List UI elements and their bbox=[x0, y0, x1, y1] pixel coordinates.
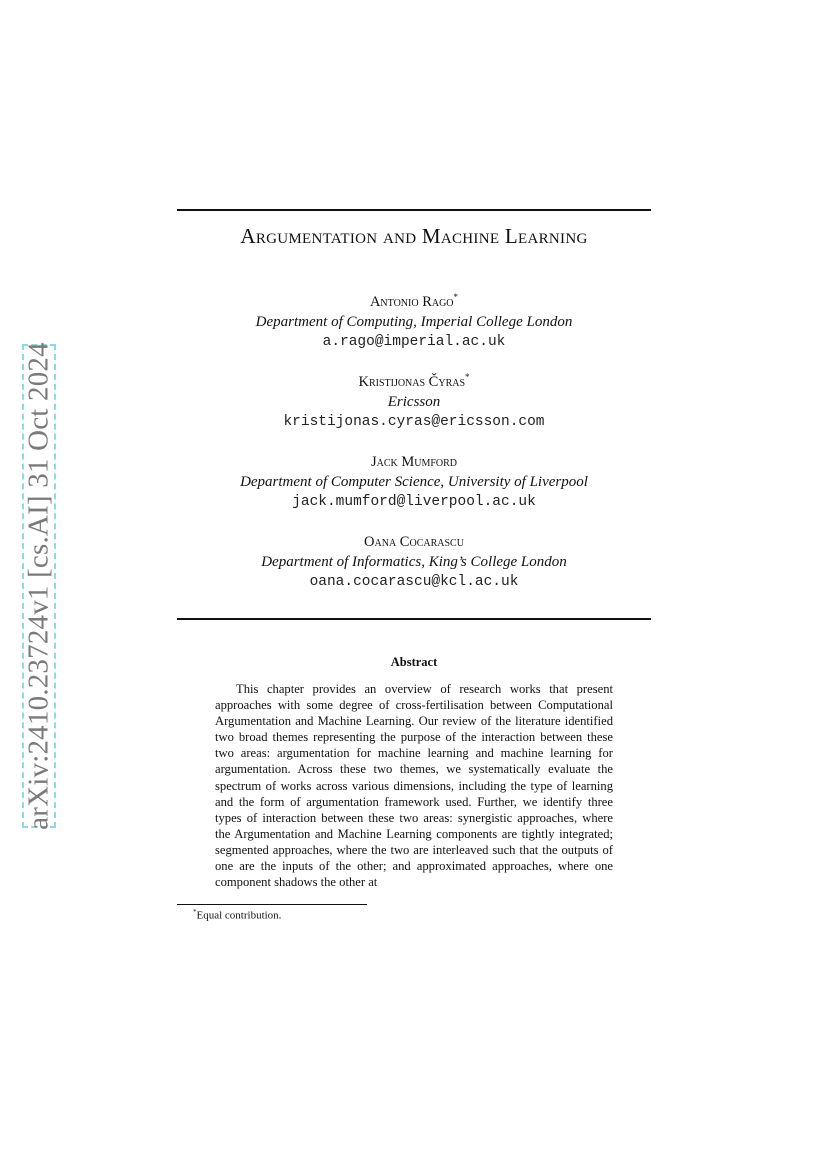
author-name: Kristijonas Čyras* bbox=[358, 372, 470, 390]
author-affiliation: Department of Computing, Imperial College London bbox=[255, 313, 573, 330]
author-affiliation: Department of Informatics, King’s College London bbox=[261, 553, 567, 570]
author-block-4 bbox=[177, 527, 651, 592]
author-email[interactable]: jack.mumford@liverpool.ac.uk bbox=[292, 493, 536, 510]
author-block-1 bbox=[177, 287, 651, 352]
title-bottom-rule bbox=[177, 618, 651, 620]
arxiv-stamp bbox=[22, 344, 56, 828]
author-block-2 bbox=[177, 367, 651, 432]
author-email[interactable]: kristijonas.cyras@ericsson.com bbox=[283, 413, 545, 430]
author-block-3 bbox=[177, 447, 651, 512]
footnote: *Equal contribution. bbox=[193, 908, 282, 922]
abstract-text: This chapter provides an overview of research works that present approaches with some degree of cross-fertilisation between Computational Argumentation and Machine Learning. Our review of the literature identified two broad themes representing the purpose of the interaction between these two areas: argumentation for machine learning and machine learning for argumentation. Across these two themes, we systematically evaluate the spectrum of works across various dimensions, including the type of learning and the form of argumentation framework used. Further, we identify three types of interaction between these two areas: synergistic approaches, where the Argumentation and Machine Learning components are tightly integrated; segmented approaches, where the two are interleaved such that the outputs of one are the inputs of the other; and approximated approaches, where one component shadows the other at bbox=[215, 682, 613, 890]
paper-title: Argumentation and Machine Learning bbox=[240, 224, 588, 248]
abstract-heading: Abstract bbox=[390, 655, 438, 669]
author-affiliation: Ericsson bbox=[387, 393, 441, 410]
arxiv-identifier: arXiv:2410.23724v1 [cs.AI] 31 Oct 2024 bbox=[22, 342, 55, 830]
author-name: Antonio Rago* bbox=[369, 292, 459, 310]
title-top-rule bbox=[177, 209, 651, 211]
author-email[interactable]: a.rago@imperial.ac.uk bbox=[322, 333, 506, 350]
footnote-rule bbox=[177, 904, 367, 905]
author-name: Oana Cocarascu bbox=[364, 533, 464, 550]
author-name: Jack Mumford bbox=[370, 453, 458, 470]
author-affiliation: Department of Computer Science, University of Liverpool bbox=[240, 473, 588, 490]
author-email[interactable]: oana.cocarascu@kcl.ac.uk bbox=[309, 573, 519, 590]
